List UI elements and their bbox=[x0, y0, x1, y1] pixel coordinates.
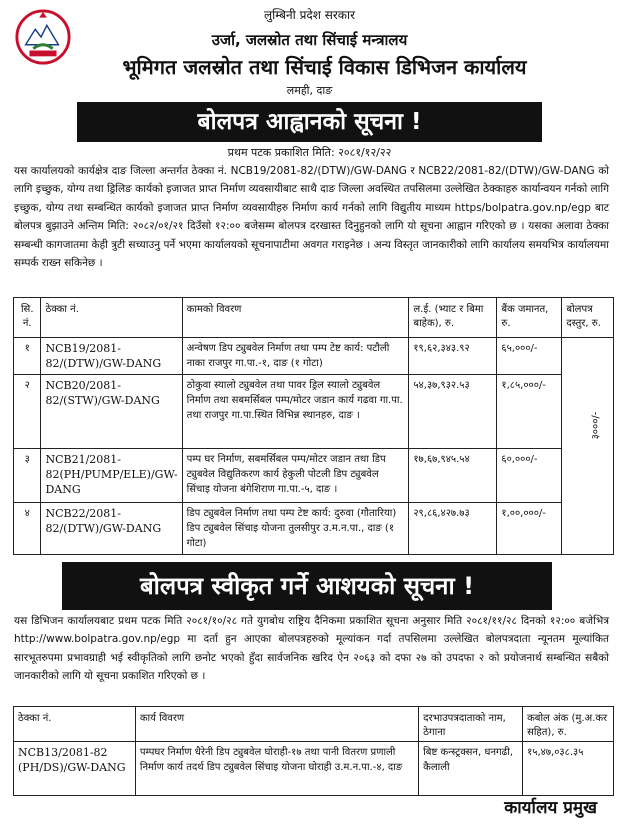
bid-fee-cell bbox=[562, 338, 614, 555]
bid-invitation-body: यस कार्यालयको कार्यक्षेत्र दाङ जिल्ला अन्तर्गत ठेक्का नं. NCB19/2081-82/(DTW)/GW-DANG र NCB22/2081-82/(DTW)/GW-DANG को लागि इच्छुक, योग्य तथा ड्रिलिङ कार्यको इजाजत प्राप्त निर्माण व्यवसायीबाट साथै दाङ जिल्ला अवस्थित तपसिलमा उल्लेखित ठेक्काहरु कार्यान्वयन गर्नको लागि इच्छुक, योग्य तथा सम्बन्धित कार्यको इजाजत प्राप्त निर्माण व्यवसायीहरु निर्माण कार्य गर्नको लागि विद्युतीय माध्यम https/bolpatra.gov.np/egp बाट बोलपत्र बुझाउने अन्तिम मिति: २०८२/०१/२१ दिउँसो १२:०० बजेसम्म बोलपत्र दरखास्त दिनुहुनको लागि यो सूचना आह्वान गरिएको छ । यसका अलावा ठेक्का सम्बन्धी कागजातमा केही त्रुटी सच्याउनु पर्ने भएमा कार्यालयको सूचनापाटीमा अवगत गराइनेछ । अन्य विस्तृत जानकारीको लागि कार्यालय समयभित्र कार्यालयमा सम्पर्क राख्न सकिनेछ । bbox=[14, 165, 609, 270]
row-bidder: बिष्ट कन्स्ट्रक्सन, धनगढी, कैलाली bbox=[419, 742, 523, 796]
publication-date: प्रथम पटक प्रकाशित मिति: २०८१/१२/२२ bbox=[227, 146, 392, 159]
row-contract-id: NCB21/2081-82(PH/PUMP/ELE)/GW-DANG bbox=[41, 449, 182, 503]
col-header-contract: ठेक्का नं. bbox=[14, 707, 136, 742]
row-cost-estimate: १७,६७,९४५.५४ bbox=[409, 449, 497, 503]
row-sn: २ bbox=[14, 375, 41, 449]
row-contract-id: NCB13/2081-82 (PH/DS)/GW-DANG bbox=[14, 742, 136, 796]
bid-invitation-title: बोलपत्र आह्वानको सूचना ! bbox=[77, 102, 542, 142]
row-description: ठोकुवा स्यालो ट्युबवेल तथा पावर ड्रिल स्यालो ट्युबवेल निर्माण तथा सबमर्सिबल पम्प/मोटर जडान कार्य गढवा गा.पा. तथा राजपुर गा.पा.स्थित विभिन्न स्थानहरु, दाङ । bbox=[182, 375, 409, 449]
table-row bbox=[14, 375, 614, 449]
row-bid-amount: १५,४७,०३८.३५ bbox=[523, 742, 614, 796]
col-header-work-description: कार्य विवरण bbox=[135, 707, 418, 742]
intent-to-award-title: बोलपत्र स्वीकृत गर्ने आशयको सूचना ! bbox=[62, 562, 552, 610]
row-cost-estimate: २९,८६,४२७.७३ bbox=[409, 503, 497, 555]
row-description: पम्प घर निर्माण, सबमर्सिबल पम्प/मोटर जडान तथा डिप ट्युबवेल विद्युतिकरण कार्य हेकुली पोटली डिप ट्युबवेल सिंचाइ योजना बंगेशिराण गा.पा.-५, दाङ । bbox=[182, 449, 409, 503]
row-bank-guarantee: ६०,०००/- bbox=[497, 449, 562, 503]
office-name: भूमिगत जलस्रोत तथा सिंचाई विकास डिभिजन कार्यालय bbox=[122, 55, 527, 79]
col-header-cost-estimate: ल.ई. (भ्याट र बिमा बाहेक), रु. bbox=[409, 298, 497, 338]
col-header-bid-fee: बोलपत्र दस्तुर, रु. bbox=[562, 298, 614, 338]
row-work-description: पम्पघर निर्माण धैरेनी डिप ट्युबवेल घोराही-१७ तथा पानी वितरण प्रणाली निर्माण कार्य तदर्थ डिप ट्युबवेल सिंचाइ योजना घोराही उ.म.न.पा.-४, दाङ bbox=[135, 742, 418, 796]
row-bank-guarantee: ६५,०००/- bbox=[497, 338, 562, 375]
intent-to-award-table bbox=[13, 706, 614, 796]
col-header-bid-amount: कबोल अंक (मु.अ.कर सहित), रु. bbox=[523, 707, 614, 742]
bid-invitation-table bbox=[13, 297, 614, 555]
col-header-contract: ठेक्का नं. bbox=[41, 298, 182, 338]
col-header-sn: सि. नं. bbox=[14, 298, 41, 338]
row-description: डिप ट्युबवेल निर्माण तथा पम्प टेष्ट कार्य: दुरुवा (गौतारिया) डिप ट्युबवेल सिंचाइ योजना तुलसीपुर उ.म.न.पा., दाङ (१ गोटा) bbox=[182, 503, 409, 555]
row-bank-guarantee: १,८५,०००/- bbox=[497, 375, 562, 449]
row-sn: १ bbox=[14, 338, 41, 375]
row-cost-estimate: १९,६२,३४३.९२ bbox=[409, 338, 497, 375]
row-contract-id: NCB22/2081-82/(DTW)/GW-DANG bbox=[41, 503, 182, 555]
table-row bbox=[14, 449, 614, 503]
table-row bbox=[14, 742, 614, 796]
row-cost-estimate: ५४,३७,९३२.५३ bbox=[409, 375, 497, 449]
row-sn: ४ bbox=[14, 503, 41, 555]
row-contract-id: NCB19/2081-82/(DTW)/GW-DANG bbox=[41, 338, 182, 375]
row-description: अन्वेषण डिप ट्युबवेल निर्माण तथा पम्प टेष्ट कार्य: पटौली नाका राजपुर गा.पा.-१, दाङ (१ गोटा) bbox=[182, 338, 409, 375]
col-header-description: कामको विवरण bbox=[182, 298, 409, 338]
col-header-bank-guarantee: बैंक जमानत, रु. bbox=[497, 298, 562, 338]
col-header-bidder: दरभाउपत्रदाताको नाम, ठेगाना bbox=[419, 707, 523, 742]
row-contract-id: NCB20/2081-82/(STW)/GW-DANG bbox=[41, 375, 182, 449]
table-row bbox=[14, 503, 614, 555]
row-bank-guarantee: १,००,०००/- bbox=[497, 503, 562, 555]
office-chief-signoff: कार्यालय प्रमुख bbox=[504, 798, 597, 818]
table-row bbox=[14, 338, 614, 375]
bid-fee-value: ३०००/- bbox=[590, 411, 602, 440]
ministry-name: उर्जा, जलस्रोत तथा सिंचाई मन्त्रालय bbox=[211, 31, 408, 49]
row-sn: ३ bbox=[14, 449, 41, 503]
office-location: लमही, दाङ bbox=[286, 84, 333, 97]
intent-to-award-body: यस डिभिजन कार्यालयबाट प्रथम पटक मिति २०८१/१०/२८ गते युगबोध राष्ट्रिय दैनिकमा प्रकाशित सूचना अनुसार मिति २०८१/११/२८ दिनको १२:०० बजेभित्र http://www.bolpatra.gov.np/egp मा दर्ता हुन आएका बोलपत्रहरुको मूल्यांकन गर्दा तपसिलमा उल्लेखित बोलपत्रदाता न्यूनतम मूल्यांकित सारभूतरुपमा प्रभावग्राही भई स्वीकृतिको लागि छनोट भएको हुँदा सार्वजनिक खरिद ऐन २०६३ को दफा २७ को उपदफा २ को प्रयोजनार्थ सम्बन्धित सबैको जानकारीको लागि यो सूचना प्रकाशित गरिएको छ । bbox=[14, 615, 609, 683]
province-government: लुम्बिनी प्रदेश सरकार bbox=[263, 8, 355, 22]
